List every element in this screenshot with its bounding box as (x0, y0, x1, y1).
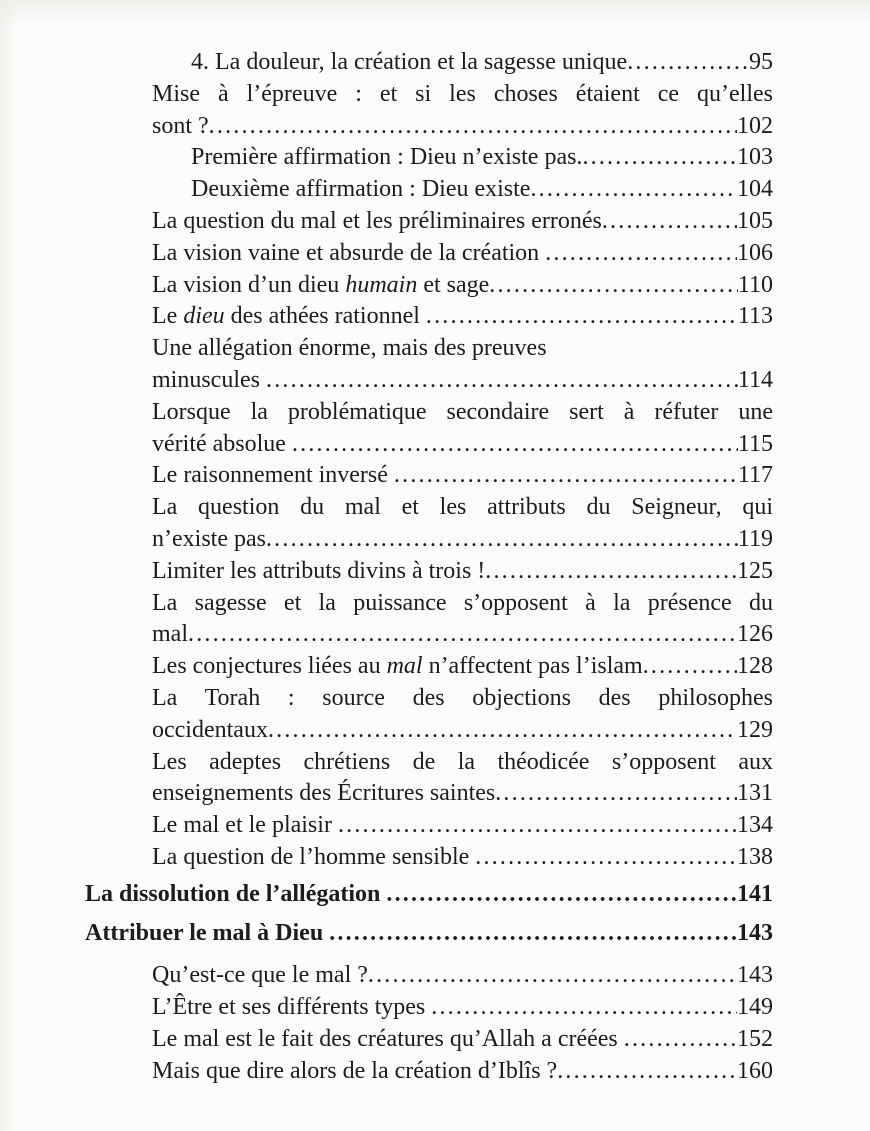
dot-leader (643, 651, 737, 683)
toc-line (152, 79, 773, 111)
toc-text: Limiter les attributs divins à trois ! (152, 557, 486, 584)
toc-line (152, 778, 773, 810)
toc-text: Attribuer le mal à Dieu (85, 919, 330, 946)
toc-line (152, 992, 773, 1024)
dot-leader (624, 1024, 737, 1056)
toc-text: La Torah : source des objections des philosophes (152, 684, 773, 711)
toc-text: Mais que dire alors de la création d’Iblîs ? (152, 1057, 558, 1084)
toc-line (191, 47, 773, 79)
toc-entry (85, 810, 773, 842)
toc-entry (85, 142, 773, 174)
page-number: 131 (737, 780, 773, 807)
dot-leader (557, 1056, 737, 1088)
italic-term: mal (386, 653, 423, 680)
toc-entry (85, 992, 773, 1024)
toc-entry (85, 206, 773, 238)
toc-line (152, 460, 773, 492)
dot-leader (545, 238, 737, 270)
page-number: 138 (737, 843, 773, 870)
toc-entry (85, 238, 773, 270)
toc-line (152, 111, 773, 143)
toc-line (152, 206, 773, 238)
toc-entry (85, 270, 773, 302)
toc-line (191, 142, 773, 174)
page-number: 115 (737, 430, 773, 457)
page-number: 128 (737, 653, 773, 680)
dot-leader (386, 879, 737, 911)
dot-leader (485, 556, 737, 588)
toc-text: sont ? (152, 112, 209, 139)
page-number: 126 (737, 621, 773, 648)
toc-line (152, 365, 773, 397)
page-number: 102 (737, 112, 773, 139)
toc-text: La vision d’un dieu humain et sage (152, 271, 490, 298)
dot-leader (431, 992, 737, 1024)
toc-text: Une allégation énorme, mais des preuves (152, 335, 547, 362)
dot-leader (530, 174, 737, 206)
toc-entry (85, 301, 773, 333)
toc-entry (85, 651, 773, 683)
toc-text: Lorsque la problématique secondaire sert à réfuter une (152, 398, 773, 425)
page-number: 117 (737, 462, 773, 489)
toc-text: Première affirmation : Dieu n’existe pas. (191, 144, 583, 171)
toc-text: n’existe pas (152, 525, 266, 552)
toc-text: vérité absolue (152, 430, 292, 457)
page-number: 149 (737, 994, 773, 1021)
toc-entry (85, 397, 773, 461)
toc-entry (85, 492, 773, 556)
toc-line (85, 879, 773, 911)
dot-leader (602, 206, 737, 238)
toc-text: enseignements des Écritures saintes (152, 780, 496, 807)
toc-chapter-entry (85, 879, 773, 911)
page-number: 160 (737, 1057, 773, 1084)
toc-text: La question du mal et les attributs du Seigneur, qui (152, 494, 773, 521)
page-number: 143 (737, 962, 773, 989)
toc-text: Le mal et le plaisir (152, 812, 338, 839)
toc-entry (85, 47, 773, 79)
toc-text: Deuxième affirmation : Dieu existe (191, 176, 531, 203)
page-number: 106 (737, 239, 773, 266)
toc-line (152, 524, 773, 556)
toc-entry (85, 747, 773, 811)
page-number: 104 (737, 176, 773, 203)
toc-entry (85, 1056, 773, 1088)
toc-text: La question de l’homme sensible (152, 843, 476, 870)
page-number: 103 (737, 144, 773, 171)
dot-leader (394, 460, 738, 492)
page-number: 141 (737, 880, 773, 907)
toc-line (152, 333, 773, 365)
toc-line (152, 651, 773, 683)
page-number: 119 (737, 525, 773, 552)
dot-leader (266, 524, 738, 556)
toc-line (152, 1056, 773, 1088)
dot-leader (489, 270, 738, 302)
dot-leader (292, 429, 738, 461)
toc-text: La sagesse et la puissance s’opposent à la présence du (152, 589, 773, 616)
toc-text: Les adeptes chrétiens de la théodicée s’opposent aux (152, 748, 773, 775)
page-number: 95 (749, 49, 773, 75)
toc-line (152, 270, 773, 302)
toc-line (152, 588, 773, 620)
toc-text: Le dieu des athées rationnel (152, 303, 426, 330)
toc-text: Le mal est le fait des créatures qu’Allah a créées (152, 1025, 624, 1052)
toc-text: Mise à l’épreuve : et si les choses étaient ce qu’elles (152, 80, 773, 107)
page-number: 105 (737, 207, 773, 234)
dot-leader (188, 619, 737, 651)
dot-leader (368, 960, 737, 992)
toc-text: mal (152, 621, 188, 648)
toc-line (152, 556, 773, 588)
toc-list (85, 47, 773, 1088)
page-number: 113 (737, 303, 773, 330)
toc-line (152, 429, 773, 461)
page-number: 143 (737, 919, 773, 946)
toc-entry (85, 683, 773, 747)
dot-leader (266, 365, 738, 397)
toc-entry (85, 556, 773, 588)
toc-line (152, 810, 773, 842)
toc-line (152, 960, 773, 992)
toc-text: La vision vaine et absurde de la création (152, 239, 546, 266)
toc-text: La dissolution de l’allégation (85, 880, 387, 907)
page-number: 152 (737, 1025, 773, 1052)
toc-entry (85, 333, 773, 397)
toc-line (152, 238, 773, 270)
toc-entry (85, 174, 773, 206)
dot-leader (209, 111, 737, 143)
toc-line (152, 619, 773, 651)
toc-line (152, 397, 773, 429)
toc-entry (85, 960, 773, 992)
toc-line (152, 683, 773, 715)
dot-leader (338, 810, 737, 842)
dot-leader (268, 715, 737, 747)
toc-line (152, 842, 773, 874)
toc-text: Les conjectures liées au mal n’affectent pas l’islam (152, 653, 643, 680)
dot-leader (426, 301, 738, 333)
toc-chapter-entry (85, 918, 773, 950)
page-number: 125 (737, 557, 773, 584)
page-number: 110 (737, 271, 773, 298)
dot-leader (329, 918, 737, 950)
toc-entry (85, 79, 773, 143)
toc-text: L’Être et ses différents types (152, 994, 432, 1021)
toc-line (152, 492, 773, 524)
toc-line (152, 301, 773, 333)
toc-text: minuscules (152, 366, 266, 393)
dot-leader (475, 842, 737, 874)
page-number: 114 (737, 366, 773, 393)
toc-entry (85, 842, 773, 874)
toc-line (85, 918, 773, 950)
toc-text: Qu’est-ce que le mal ? (152, 962, 368, 989)
toc-text: La question du mal et les préliminaires erronés (152, 207, 602, 234)
toc-line (152, 1024, 773, 1056)
toc-line (152, 747, 773, 779)
dot-leader (495, 778, 737, 810)
toc-entry (85, 460, 773, 492)
toc-entry (85, 1024, 773, 1056)
toc-text: 4. La douleur, la création et la sagesse unique (191, 49, 628, 75)
dot-leader (627, 47, 749, 79)
page-number: 129 (737, 716, 773, 743)
italic-term: humain (345, 271, 418, 298)
toc-text: Le raisonnement inversé (152, 462, 394, 489)
page-number: 134 (737, 812, 773, 839)
dot-leader (582, 142, 737, 174)
italic-term: dieu (183, 303, 225, 330)
toc-line (152, 715, 773, 747)
toc-text: occidentaux (152, 716, 268, 743)
toc-line (191, 174, 773, 206)
toc-entry (85, 588, 773, 652)
